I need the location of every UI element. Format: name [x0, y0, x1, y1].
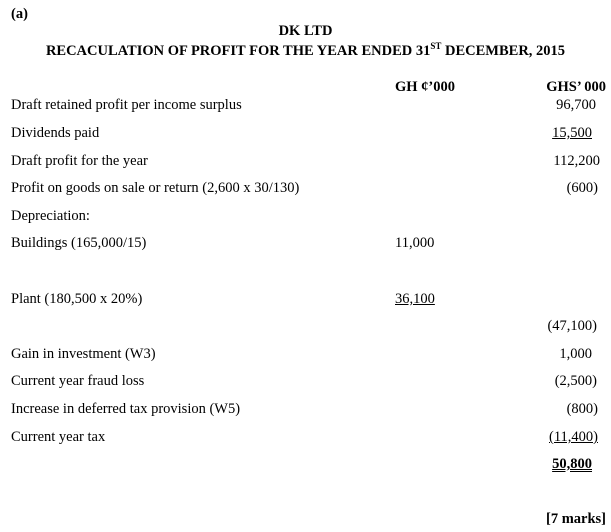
company-name: DK LTD — [278, 23, 333, 39]
row-label-deferred-tax: Increase in deferred tax provision (W5) — [11, 401, 241, 417]
row-label-buildings: Buildings (165,000/15) — [11, 235, 147, 251]
row-value-deferred-tax: (800) — [566, 401, 598, 417]
row-label-profit-sale-or-return: Profit on goods on sale or return (2,600 x 30/130) — [11, 180, 300, 196]
row-label-draft-profit: Draft profit for the year — [11, 153, 148, 169]
row-label-plant: Plant (180,500 x 20%) — [11, 291, 143, 307]
row-label-current-year-tax: Current year tax — [11, 429, 106, 445]
marks-label: [7 marks] — [545, 511, 606, 527]
row-value-recalculated-profit: 50,800 — [552, 456, 592, 472]
row-label-gain-in-investment: Gain in investment (W3) — [11, 346, 156, 362]
row-value-draft-retained-profit: 96,700 — [556, 97, 596, 113]
row-label-draft-retained-profit: Draft retained profit per income surplus — [11, 97, 242, 113]
row-value-profit-sale-or-return: (600) — [566, 180, 598, 196]
row-value-fraud-loss: (2,500) — [554, 373, 597, 389]
row-value-gain-in-investment: 1,000 — [559, 346, 592, 362]
row-value-buildings: 11,000 — [395, 235, 435, 251]
row-value-current-year-tax: (11,400) — [549, 429, 598, 445]
column-header-1: GH ¢’000 — [395, 79, 456, 95]
row-value-draft-profit: 112,200 — [553, 153, 600, 169]
row-label-depreciation: Depreciation: — [11, 208, 90, 224]
statement-title: RECACULATION OF PROFIT FOR THE YEAR ENDED 31ST DECEMBER, 2015 — [45, 41, 566, 59]
row-label-fraud-loss: Current year fraud loss — [11, 373, 145, 389]
row-label-dividends-paid: Dividends paid — [11, 125, 100, 141]
title-superscript: ST — [430, 41, 442, 51]
row-value-plant: 36,100 — [395, 291, 435, 307]
part-label: (a) — [11, 6, 28, 22]
row-value-total-depreciation: (47,100) — [547, 318, 597, 334]
column-header-2: GHS’ 000 — [546, 79, 606, 95]
row-value-dividends-paid: 15,500 — [552, 125, 592, 141]
